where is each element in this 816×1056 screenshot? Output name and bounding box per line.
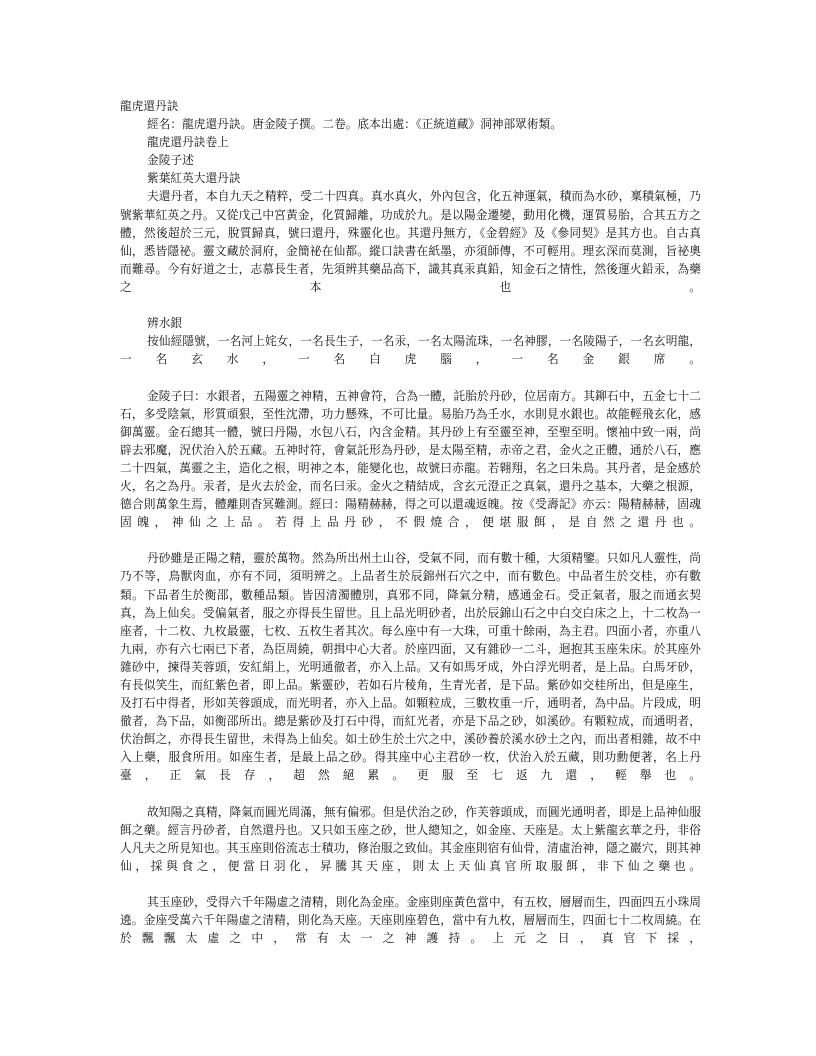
- section-heading: 辨水銀: [147, 316, 183, 331]
- frontmatter-line: 紫葉紅英大還丹訣: [147, 171, 241, 186]
- body-paragraph: 丹砂雖是正陽之精，靈於萬物。然為所出州土山谷，受氣不同，而有數十種，大須精鑒。只如凡人靈性，尚乃不等，鳥獸肉血，亦有不同，須明辨之。上品者生於辰錦州石穴之中，而有數色。中品者生於交桂，亦有數類。下品者生於衡邵，數種品類。皆因清濁體別，真邪不同，降氣分精，感通金石。受正氣者，服之而通玄契真，為上仙矣。受偏氣者，服之亦得長生留世。且上品光明砂者，出於辰錦山石之中白交白床之上，十二枚為一座者，十二枚、九枚最靈，七枚、五枚生者其次。每么座中有一大珠，可重十餘兩，為主君。四面小者，亦重八九兩，亦有六七兩已下者，為臣周繞，朝揖中心大者。於座四面，又有雜砂一二斗，迴抱其玉座朱床。於其座外雜砂中，揀得芙蓉頭，安紅絹上，光明通徹者，亦入上品。又有如馬牙成，外白浮光明者，是上品。白馬牙砂，有長似笑生，而紅紫色者，即上品。紫靈砂，若如石片稜角，生青光者，是下品。紫砂如交桂所出，但是座生，及打石中得者，形如芙蓉頭成，而光明者，亦入上品。如顆粒成，三數枚重一斤，通明者，為中品。片段成，明徹者，為下品，如衡邵所出。總是紫砂及打石中得，而紅光者，亦是下品之砂，如溪砂。有顆粒成，而通明者，伏治餌之，亦得長生留世，未得為上仙矣。如土砂生於土穴之中，溪砂養於溪水砂土之內，而出者相雜，故不中入上藥，服食所用。如座生者，是最上品之砂。得其座中心主君砂一枚，伏治入於五藏，則功勳便著，名上丹臺，正氣長存，超然絕累。更服至七返九還，輕舉也。: [120, 551, 701, 783]
- body-paragraph: 金陵子曰：水銀者，五陽靈之神精，五神會符，合為一體，託胎於丹砂，位居南方。其鉚石中，五金七十二石，多受陰氣，形質頑狠，至性沈滯，功力懸殊，不可比量。易胎乃為壬水，水則見水銀也。故能輕飛玄化，感御萬靈。金石總其一體，號曰丹陽，水包八石，內含金精。其丹砂上有至靈至神，至聖至明。懷袖中致一兩，尚辟去邪魔，況伏治入於五藏。五神时符，會氣託形為丹砂，是太陽至精，赤帝之君，金火之正體，通於八石，應二十四氣，萬靈之主，造化之根，明神之本，能變化也，故號曰赤龍。若翱翔，名之曰朱鳥。其丹者，是金感於火，名之為丹。汞者，是火去於金，而名曰汞。金火之精結成，含玄元澄正之真氣，還丹之基本，大藥之根源，德合則萬象生焉，體離則杳冥難測。經曰：陽精赫赫，得之可以還魂返魄。按《受壽記》亦云：陽精赫赫，固魂固魄，神仙之上品。若得上品丹砂，不假燒合，便堪服餌，是自然之還丹也。: [120, 388, 701, 530]
- body-paragraph: 按仙經隱號，一名河上姹女，一名長生子，一名汞，一名太陽流珠，一名神膠，一名陵陽子，一名玄明龍，一名玄水，一名白虎腦，一名金銀席。: [120, 334, 701, 367]
- frontmatter-line: 龍虎還丹訣卷上: [147, 135, 229, 150]
- body-paragraph: 其玉座砂，受得六千年陽虛之清精，則化為金座。金座則座黃色當中，有五枚，層層而生，四面四五小珠周遶。金座受萬六千年陽虛之清精，則化為天座。天座則座碧色，當中有九枚，層層而生，四面七十二枚周繞。在於飄飄太虛之中，常有太一之神護持。上元之日，真官下採，: [120, 895, 701, 946]
- document-body: [120, 97, 701, 966]
- document-title: 龍虎還丹訣: [120, 99, 179, 113]
- body-paragraph: 故知陽之真精，降氣而圓光周滿，無有偏邪。但是伏治之砂，作芙蓉頭成，而圓光通明者，即是上品神仙服餌之藥。經言丹砂者，自然還丹也。又只如玉座之砂，世人總知之，如金座、天座是。太上紫龍玄華之丹，非俗人凡夫之所見知也。其玉座則俗流志士積功，修治服之致仙。其金座則宿有仙骨，清虛治神，隱之巖穴，則其神仙，採與食之，便當日羽化，昇騰其天座，則太上天仙真官所取服餌，非下仙之藥也。: [120, 804, 701, 873]
- body-paragraph: 夫還丹者，本自九天之精粹，受二十四真。真水真火，外內包含，化五神運氣，積而為水砂，稟積氣極，乃號紫華紅英之丹。又從戊己中宮黃金，化質歸離，功成於九。是以陽金遷變，動用化機，運質易胎，合其五方之體，然後超於三元，脫質歸真，號曰還丹，殊靈化也。其還丹無方，《金碧經》及《參同契》是其方也。自古真仙，悉皆隱祕。靈文藏於洞府，金簡祕在仙都。縱口訣書在紙墨，亦須師傳，不可輕用。理玄深而莫測，旨祕奧而難尋。今有好道之士，志慕長生者，先須辨其藥品高下，識其真汞真鉛，知金石之情性，然後運火鉛汞，為藥之本也。: [120, 189, 701, 294]
- frontmatter-line: 金陵子述: [147, 153, 194, 168]
- frontmatter-line: 經名：龍虎還丹訣。唐金陵子撰。二卷。底本出處：《正統道藏》洞神部眾術類。: [147, 117, 562, 132]
